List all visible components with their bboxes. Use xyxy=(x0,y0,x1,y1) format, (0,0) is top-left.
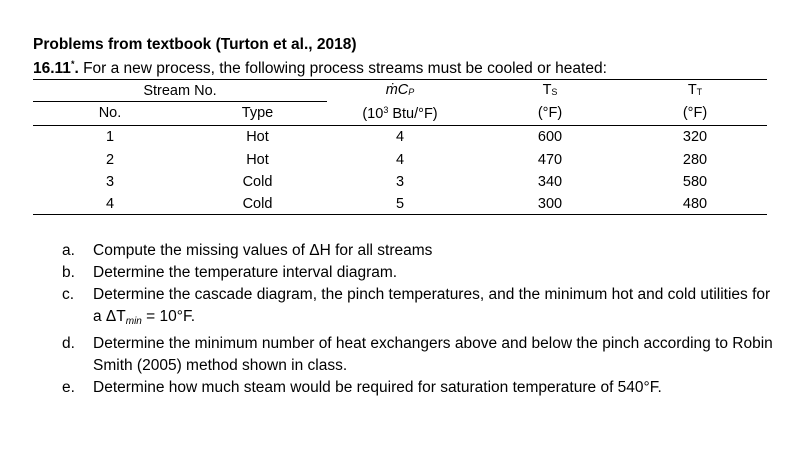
table-header-rule xyxy=(33,125,767,126)
list-marker: d. xyxy=(62,335,75,352)
list-marker: b. xyxy=(62,264,75,281)
task-text: Determine the cascade diagram, the pinch temperatures, and the minimum hot and cold utilities for a ΔTmin = 10°F. xyxy=(93,286,771,327)
tt-unit: (°F) xyxy=(682,105,708,121)
section-heading: Problems from textbook (Turton et al., 2018) xyxy=(33,36,357,53)
mcp-header: ṁCP xyxy=(385,82,415,98)
row-no: 2 xyxy=(105,152,115,168)
tt-header: TT xyxy=(687,82,703,98)
row-no: 1 xyxy=(105,129,115,145)
row-tt: 580 xyxy=(682,174,708,190)
list-marker: a. xyxy=(62,242,75,259)
list-item xyxy=(62,377,782,399)
stream-no-underline xyxy=(33,101,327,102)
list-marker: e. xyxy=(62,379,75,396)
task-text: Determine how much steam would be required for saturation temperature of 540°F. xyxy=(93,379,662,396)
row-type: Hot xyxy=(246,129,269,145)
task-text: Determine the temperature interval diagram. xyxy=(93,264,398,281)
row-mcp: 4 xyxy=(395,129,405,145)
row-type: Hot xyxy=(246,152,269,168)
ts-unit: (°F) xyxy=(537,105,563,121)
no-header: No. xyxy=(98,105,122,121)
stream-no-header: Stream No. xyxy=(143,83,217,99)
list-item xyxy=(62,333,782,377)
row-ts: 340 xyxy=(537,174,563,190)
row-mcp: 5 xyxy=(395,196,405,212)
row-no: 4 xyxy=(105,196,115,212)
ts-header: TS xyxy=(542,82,558,98)
row-ts: 600 xyxy=(537,129,563,145)
mcp-unit: ($10^3$ Btu/°F) xyxy=(362,105,438,122)
problem-statement xyxy=(33,59,607,78)
row-tt: 480 xyxy=(682,196,708,212)
list-item xyxy=(62,284,782,333)
task-text: Compute the missing values of ΔH for all streams xyxy=(93,242,433,259)
list-marker: c. xyxy=(62,286,75,303)
task-text: Determine the minimum number of heat exchangers above and below the pinch according to Robin Smith (2005) method shown in class. xyxy=(93,335,773,374)
row-ts: 300 xyxy=(537,196,563,212)
row-type: Cold xyxy=(242,174,273,190)
table-bottom-rule xyxy=(33,214,767,215)
table-top-rule xyxy=(33,79,767,80)
row-ts: 470 xyxy=(537,152,563,168)
row-mcp: 4 xyxy=(395,152,405,168)
list-item xyxy=(62,262,782,284)
row-no: 3 xyxy=(105,174,115,190)
row-mcp: 3 xyxy=(395,174,405,190)
list-item xyxy=(62,240,782,262)
row-type: Cold xyxy=(242,196,273,212)
task-list xyxy=(62,240,782,399)
problem-number: 16.11*. xyxy=(33,59,79,78)
row-tt: 280 xyxy=(682,152,708,168)
problem-text: For a new process, the following process streams must be cooled or heated: xyxy=(83,60,607,78)
type-header: Type xyxy=(241,105,274,121)
row-tt: 320 xyxy=(682,129,708,145)
